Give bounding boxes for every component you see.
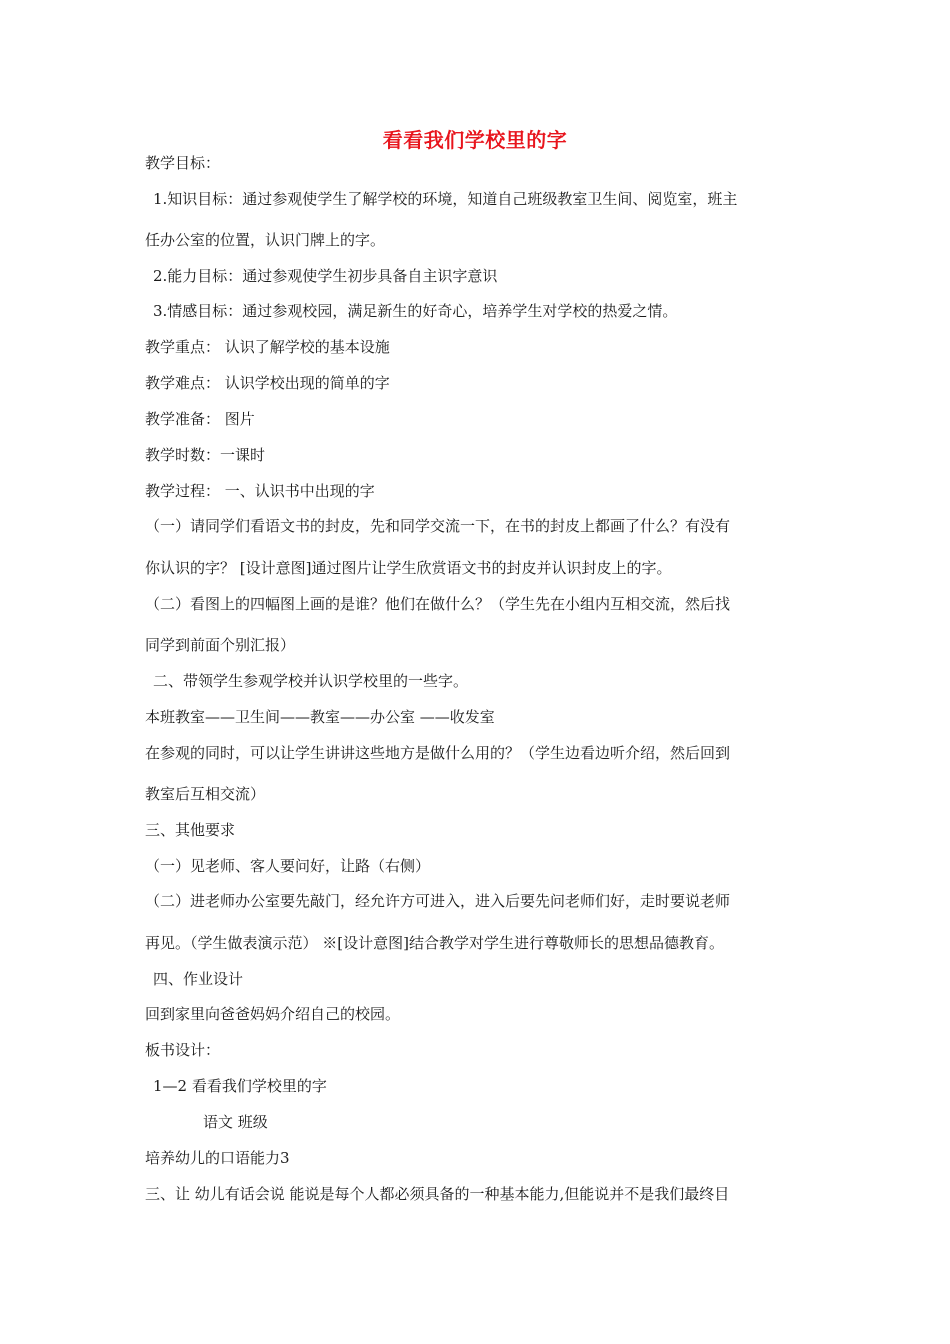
paragraph-line: 3.情感目标：通过参观校园，满足新生的好奇心，培养学生对学校的热爱之情。 bbox=[153, 302, 678, 320]
paragraph-line: 二、带领学生参观学校并认识学校里的一些字。 bbox=[153, 672, 469, 690]
section-heading-objectives: 教学目标： bbox=[145, 154, 221, 172]
paragraph-line: 教学时数：一课时 bbox=[145, 446, 266, 464]
paragraph-line: 教学过程： 一、认识书中出现的字 bbox=[145, 482, 375, 500]
paragraph-line: 本班教室——卫生间——教室——办公室 ——收发室 bbox=[145, 708, 495, 726]
paragraph-line: 同学到前面个别汇报） bbox=[145, 636, 296, 654]
paragraph-line: 1.知识目标：通过参观使学生了解学校的环境，知道自己班级教室卫生间、阅览室，班主 bbox=[153, 190, 738, 208]
paragraph-line: 任办公室的位置，认识门牌上的字。 bbox=[145, 231, 386, 249]
paragraph-line: 教室后互相交流） bbox=[145, 785, 266, 803]
paragraph-line: 教学准备： 图片 bbox=[145, 410, 255, 428]
paragraph-line: 1—2 看看我们学校里的字 bbox=[153, 1077, 327, 1095]
paragraph-line: 教学难点： 认识学校出现的简单的字 bbox=[145, 374, 390, 392]
document-title: 看看我们学校里的字 bbox=[382, 128, 568, 152]
paragraph-line: （一）见老师、客人要问好，让路（右侧） bbox=[145, 857, 431, 875]
paragraph-line: 培养幼儿的口语能力3 bbox=[145, 1149, 290, 1167]
paragraph-line: 2.能力目标：通过参观使学生初步具备自主识字意识 bbox=[153, 267, 498, 285]
paragraph-line: 三、其他要求 bbox=[145, 821, 236, 839]
paragraph-line: 再见。（学生做表演示范） ※[设计意图]结合教学对学生进行尊敬师长的思想品德教育。 bbox=[145, 934, 724, 952]
paragraph-line: （二）看图上的四幅图上画的是谁？他们在做什么？（学生先在小组内互相交流，然后找 bbox=[145, 595, 731, 613]
paragraph-line: 教学重点： 认识了解学校的基本设施 bbox=[145, 338, 390, 356]
paragraph-line: 回到家里向爸爸妈妈介绍自己的校园。 bbox=[145, 1005, 401, 1023]
paragraph-line: 在参观的同时，可以让学生讲讲这些地方是做什么用的？（学生边看边听介绍，然后回到 bbox=[145, 744, 731, 762]
paragraph-line: 你认识的字？ [设计意图]通过图片让学生欣赏语文书的封皮并认识封皮上的字。 bbox=[145, 559, 672, 577]
paragraph-line: 语文 班级 bbox=[203, 1113, 268, 1131]
paragraph-line: （二）进老师办公室要先敲门，经允许方可进入，进入后要先问老师们好，走时要说老师 bbox=[145, 892, 731, 910]
paragraph-line: 板书设计： bbox=[145, 1041, 221, 1059]
paragraph-line: 三、让 幼儿有话会说 能说是每个人都必须具备的一种基本能力,但能说并不是我们最终目 bbox=[145, 1185, 730, 1203]
paragraph-line: （一）请同学们看语文书的封皮，先和同学交流一下，在书的封皮上都画了什么？有没有 bbox=[145, 517, 731, 535]
paragraph-line: 四、作业设计 bbox=[153, 970, 244, 988]
